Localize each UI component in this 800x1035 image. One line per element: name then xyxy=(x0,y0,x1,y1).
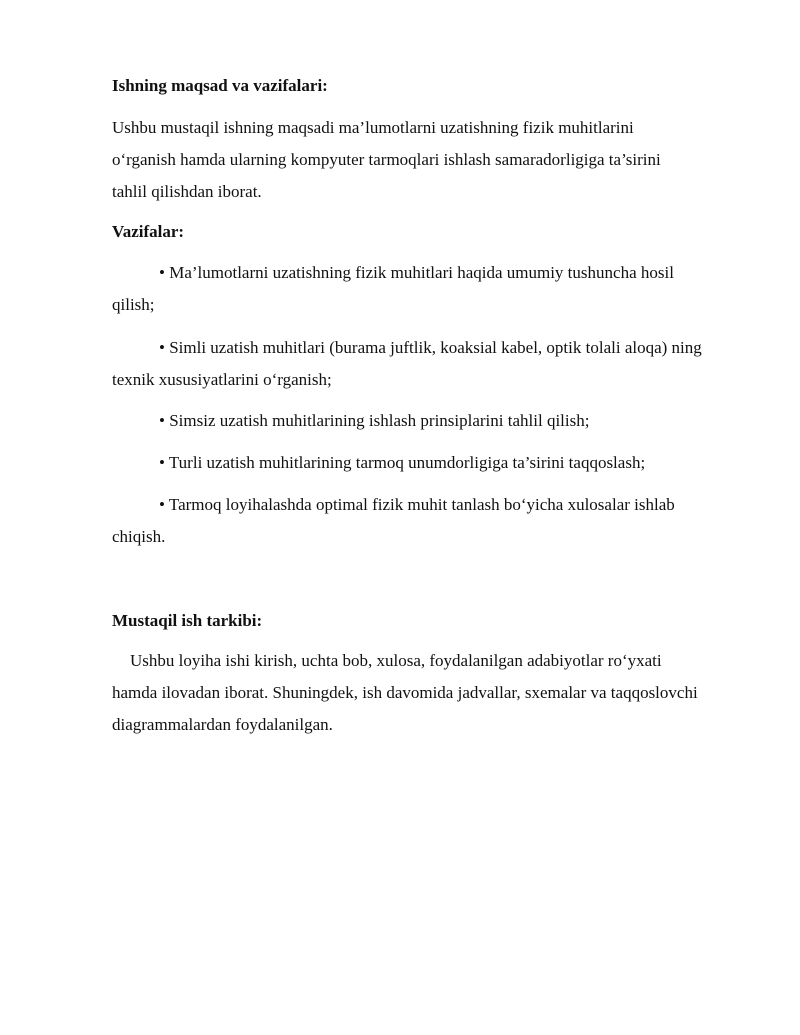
heading-goal: Ishning maqsad va vazifalari: xyxy=(112,76,328,95)
task-item-text: • Tarmoq loyihalashda optimal fizik muhit tanlash bo‘yicha xulosalar ishlab xyxy=(159,495,675,514)
task-item-continuation: chiqish. xyxy=(112,527,166,546)
task-item-text: • Simsiz uzatish muhitlarining ishlash prinsiplarini tahlil qilish; xyxy=(159,411,590,430)
task-item-text: • Ma’lumotlarni uzatishning fizik muhitlari haqida umumiy tushuncha hosil xyxy=(159,263,674,282)
task-item-continuation: texnik xususiyatlarini o‘rganish; xyxy=(112,370,332,389)
task-item-2 xyxy=(112,332,702,396)
goal-line: Ushbu mustaqil ishning maqsadi ma’lumotlarni uzatishning fizik muhitlarini xyxy=(112,118,634,137)
structure-line: hamda ilovadan iborat. Shuningdek, ish davomida jadvallar, sxemalar va taqqoslovchi xyxy=(112,683,698,702)
structure-line: Ushbu loyiha ishi kirish, uchta bob, xulosa, foydalanilgan adabiyotlar ro‘yxati xyxy=(130,651,662,670)
heading-tasks: Vazifalar: xyxy=(112,222,185,241)
task-item-1 xyxy=(112,257,674,321)
task-item-5 xyxy=(112,489,675,553)
goal-paragraph xyxy=(112,112,661,208)
task-item-text: • Turli uzatish muhitlarining tarmoq unumdorligiga ta’sirini taqqoslash; xyxy=(159,453,646,472)
task-item-continuation: qilish; xyxy=(112,295,155,314)
heading-structure: Mustaqil ish tarkibi: xyxy=(112,611,263,630)
structure-paragraph xyxy=(112,645,698,741)
task-item-3 xyxy=(112,405,589,437)
task-item-text: • Simli uzatish muhitlari (burama juftlik, koaksial kabel, optik tolali aloqa) ning xyxy=(159,338,702,357)
task-item-4 xyxy=(112,447,645,479)
goal-line: tahlil qilishdan iborat. xyxy=(112,182,262,201)
structure-line: diagrammalardan foydalanilgan. xyxy=(112,715,333,734)
goal-line: o‘rganish hamda ularning kompyuter tarmoqlari ishlash samaradorligiga ta’sirini xyxy=(112,150,661,169)
